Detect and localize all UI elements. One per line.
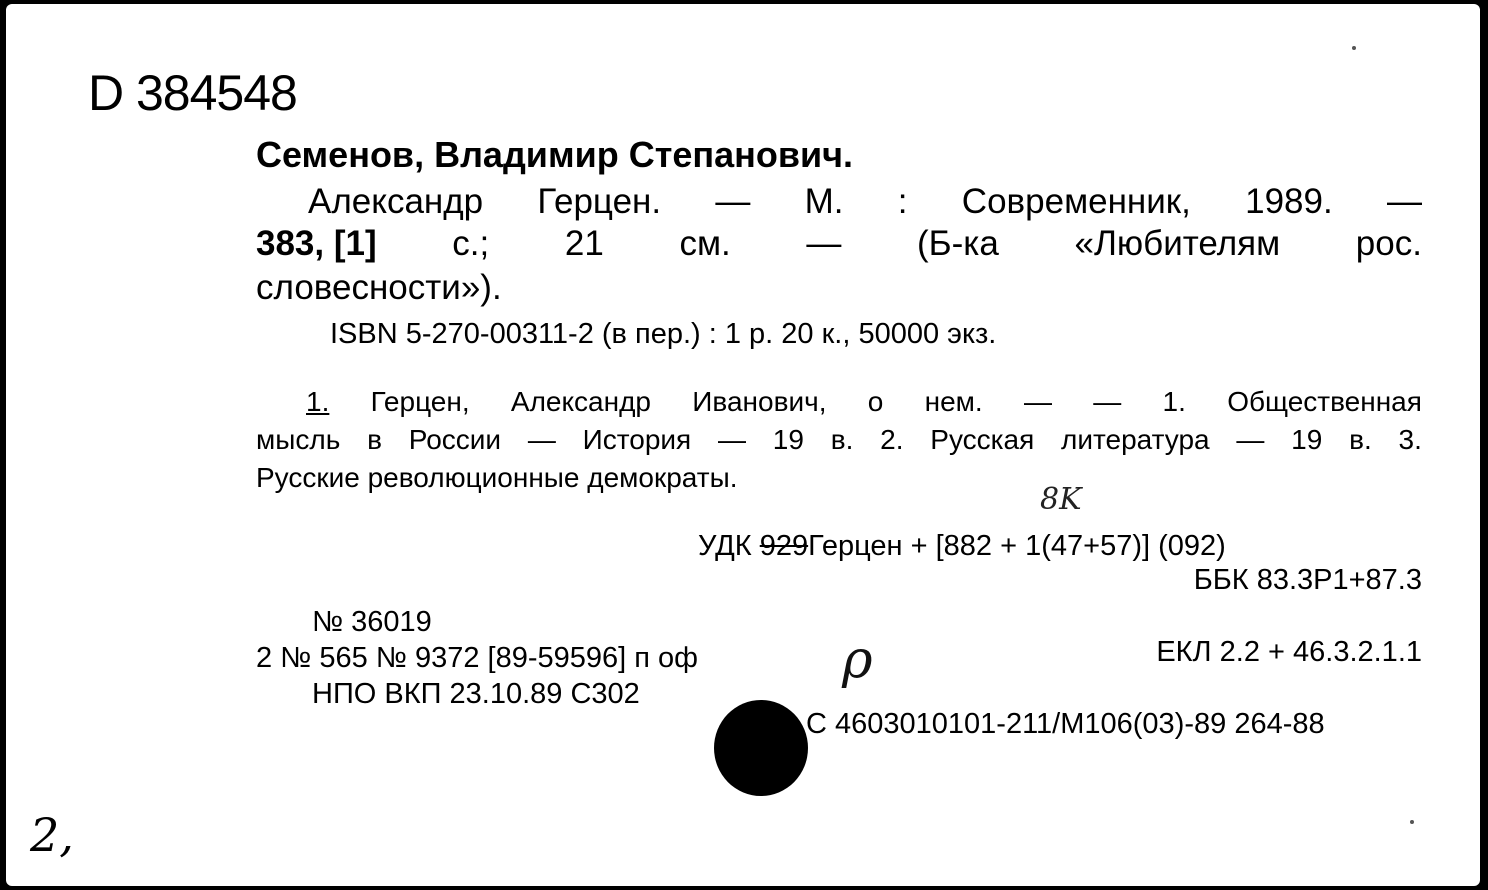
udk-line: УДК 929Герцен + [882 + 1(47+57)] (092) xyxy=(698,530,1226,562)
title-line-3: словесности»). xyxy=(256,268,502,307)
handwritten-mark: ρ xyxy=(842,630,873,690)
call-number: D 384548 xyxy=(88,65,297,121)
title-line-2: 383, [1] с.; 21 см. — (Б-ка «Любителям рос. xyxy=(256,224,1422,263)
corner-handwriting: 2, xyxy=(30,808,74,862)
subjects-line-2: мысль в России — История — 19 в. 2. Русская литература — 19 в. 3. xyxy=(256,424,1422,455)
isbn-line: ISBN 5-270-00311-2 (в пер.) : 1 р. 20 к., 50000 экз. xyxy=(330,318,997,350)
ekl-line: ЕКЛ 2.2 + 46.3.2.1.1 xyxy=(1156,636,1422,668)
npo-line: НПО ВКП 23.10.89 С302 xyxy=(312,678,640,710)
handwritten-annotation: 8K xyxy=(1040,482,1082,517)
speck xyxy=(1352,46,1356,50)
order-line: 2 № 565 № 9372 [89-59596] п оф xyxy=(256,642,699,674)
subjects-line-3: Русские революционные демократы. xyxy=(256,462,738,493)
ink-blot xyxy=(714,700,808,796)
author-heading: Семенов, Владимир Степанович. xyxy=(256,134,854,175)
accession-number: № 36019 xyxy=(312,606,432,638)
catalog-code: С 4603010101-211/М106(03)-89 264-88 xyxy=(806,708,1325,740)
speck xyxy=(1410,820,1414,824)
bbk-line: ББК 83.3Р1+87.3 xyxy=(1193,564,1422,596)
title-line-1: Александр Герцен. — М. : Современник, 1989. — xyxy=(308,182,1422,221)
subjects-line-1: 1. Герцен, Александр Иванович, о нем. — — 1. Общественная xyxy=(306,386,1422,417)
